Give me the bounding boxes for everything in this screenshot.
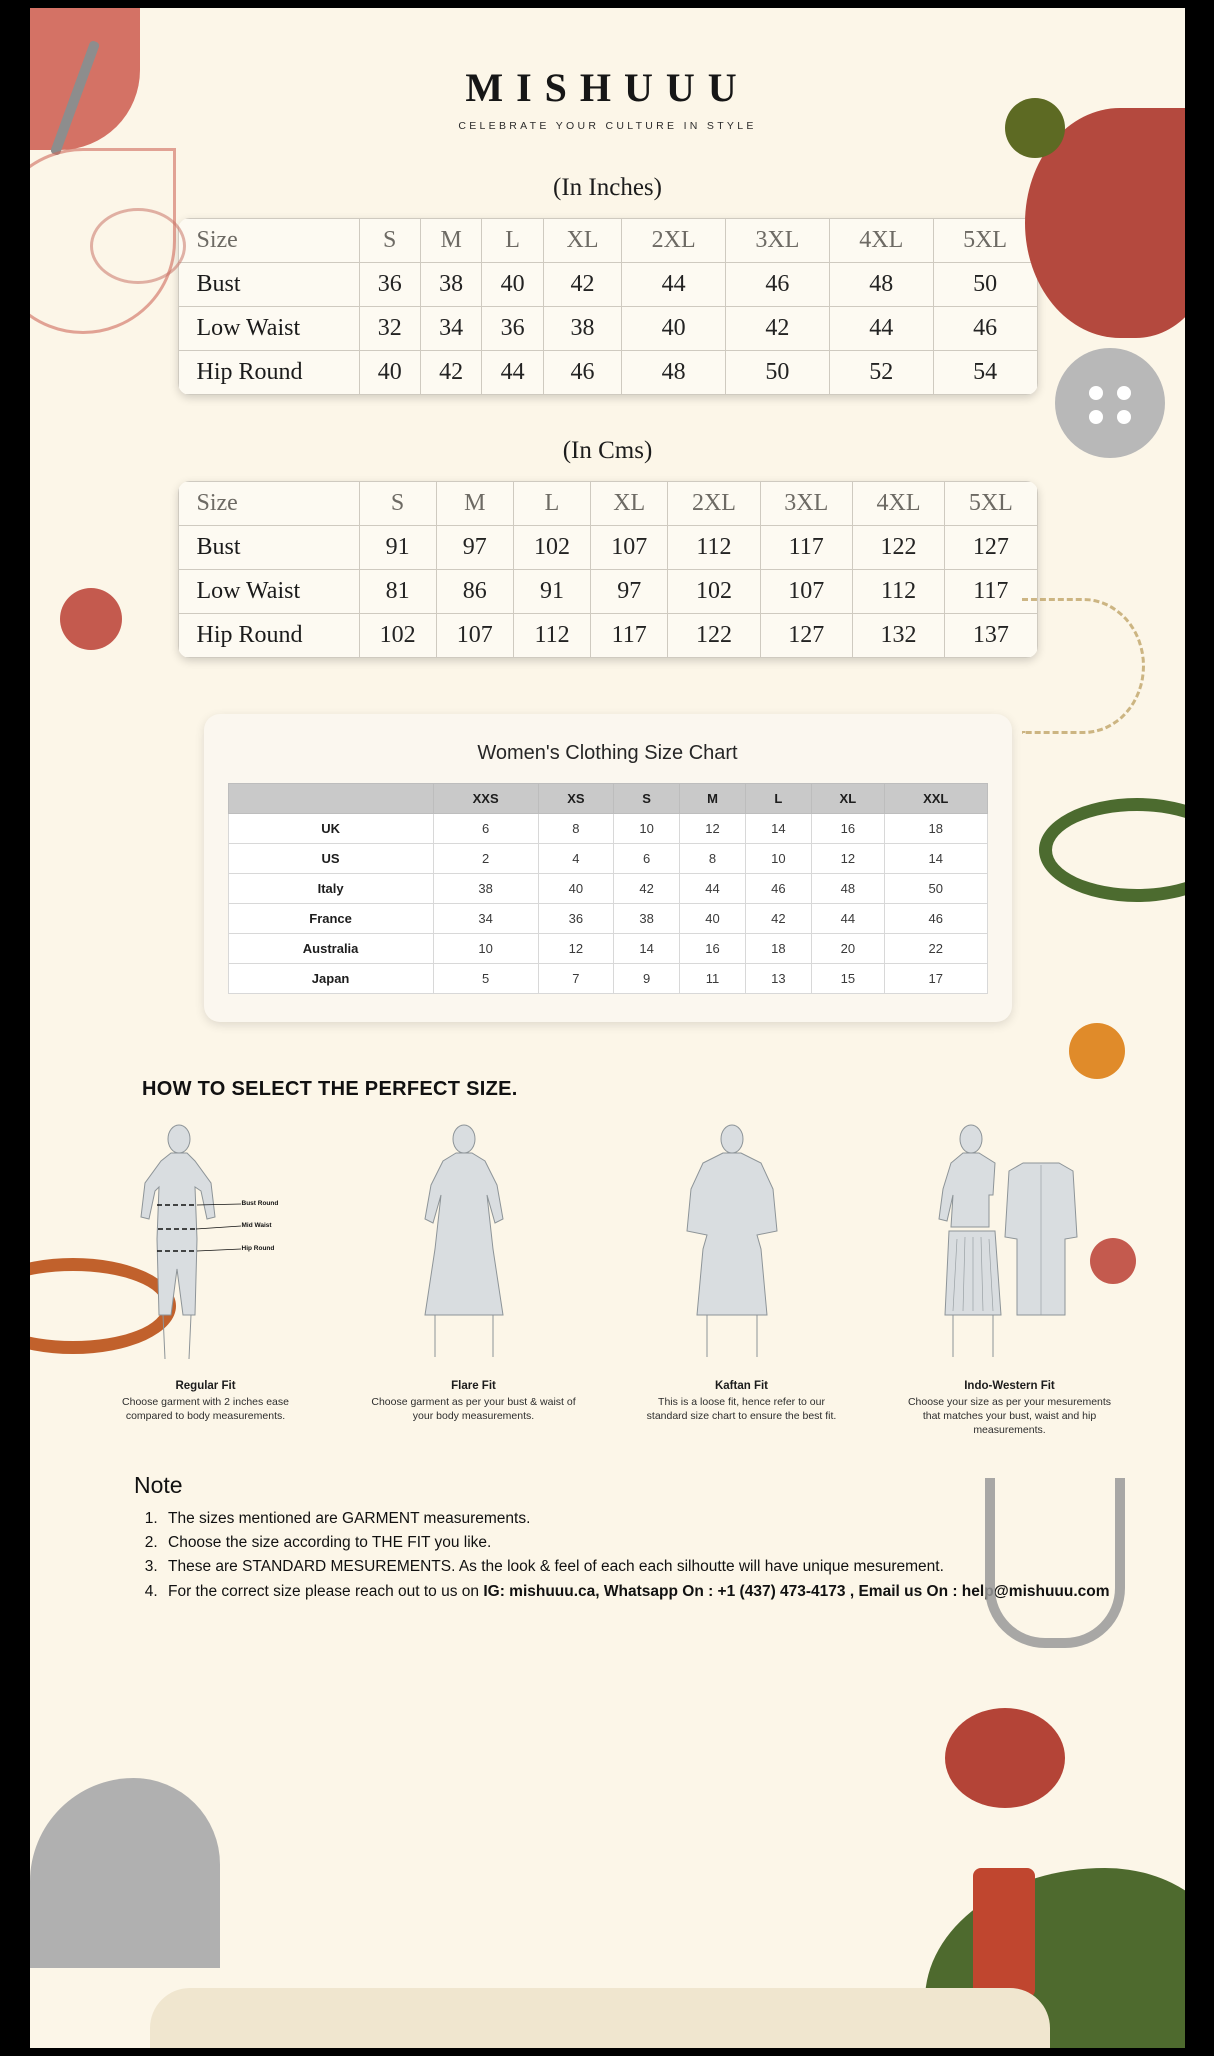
inches-title: (In Inches) — [553, 174, 662, 201]
col-header: M — [680, 784, 746, 814]
table-row — [228, 904, 987, 934]
cell: 42 — [726, 307, 830, 351]
col-header: 5XL — [933, 219, 1037, 263]
cell: 46 — [726, 263, 830, 307]
row-label: Hip Round — [178, 351, 359, 395]
cell: 12 — [538, 934, 614, 964]
cell: 137 — [945, 614, 1037, 658]
cell: 54 — [933, 351, 1037, 395]
flare-fit-illustration — [369, 1119, 579, 1374]
bust-round-label: Bust Round — [241, 1200, 279, 1207]
cell: 52 — [829, 351, 933, 395]
womens-size-chart-card — [204, 714, 1012, 1022]
fit-description: Choose garment as per your bust & waist of your body measurements. — [371, 1396, 576, 1423]
cell: 16 — [680, 934, 746, 964]
cell: 8 — [680, 844, 746, 874]
brand-name: MISHUUU — [465, 65, 750, 110]
cell: 6 — [433, 814, 538, 844]
cell: 44 — [829, 307, 933, 351]
col-header: Size — [178, 219, 359, 263]
table-row — [178, 614, 1037, 658]
col-header: S — [359, 482, 436, 526]
col-header: XL — [811, 784, 884, 814]
cell: 6 — [614, 844, 680, 874]
cell: 15 — [811, 964, 884, 994]
cell: 117 — [760, 526, 852, 570]
cell: 44 — [811, 904, 884, 934]
pincushion-decoration — [945, 1708, 1065, 1808]
cell: 46 — [884, 904, 987, 934]
cell: 18 — [745, 934, 811, 964]
indo-western-fit-illustration — [905, 1119, 1115, 1374]
cell: 20 — [811, 934, 884, 964]
col-header: S — [359, 219, 420, 263]
col-header: 4XL — [829, 219, 933, 263]
inches-table — [178, 218, 1038, 395]
row-label: US — [228, 844, 433, 874]
cell: 42 — [614, 874, 680, 904]
cell: 102 — [513, 526, 590, 570]
cell: 86 — [436, 570, 513, 614]
cell: 13 — [745, 964, 811, 994]
row-label: Low Waist — [178, 570, 359, 614]
cell: 16 — [811, 814, 884, 844]
row-label: Bust — [178, 526, 359, 570]
row-label: Japan — [228, 964, 433, 994]
kaftan-fit-svg — [637, 1119, 847, 1374]
note-text: Choose the size according to THE FIT you like. — [168, 1534, 492, 1551]
cell: 44 — [622, 263, 726, 307]
red-dot-decoration — [60, 588, 122, 650]
fit-name: Flare Fit — [451, 1380, 496, 1392]
cell: 5 — [433, 964, 538, 994]
regular-fit-svg — [101, 1119, 311, 1374]
fit-figure-kaftan — [637, 1119, 847, 1438]
cell: 97 — [436, 526, 513, 570]
cell: 7 — [538, 964, 614, 994]
table-row — [228, 874, 987, 904]
cell: 117 — [591, 614, 668, 658]
col-header: XS — [538, 784, 614, 814]
cell: 127 — [945, 526, 1037, 570]
cell: 11 — [680, 964, 746, 994]
how-to-select-title: HOW TO SELECT THE PERFECT SIZE. — [142, 1078, 518, 1100]
note-title: Note — [134, 1471, 183, 1498]
cell: 42 — [420, 351, 481, 395]
col-header: L — [513, 482, 590, 526]
cell: 50 — [884, 874, 987, 904]
row-label: Low Waist — [178, 307, 359, 351]
note-section — [134, 1472, 1185, 1605]
table-row — [178, 351, 1037, 395]
col-header: 2XL — [668, 482, 760, 526]
cell: 117 — [945, 570, 1037, 614]
cell: 127 — [760, 614, 852, 658]
col-header: M — [420, 219, 481, 263]
fit-description: This is a loose fit, hence refer to our standard size chart to ensure the best fit. — [646, 1396, 837, 1423]
col-header — [228, 784, 433, 814]
table-row — [178, 263, 1037, 307]
cell: 107 — [760, 570, 852, 614]
cell: 17 — [884, 964, 987, 994]
swirl-decoration-2 — [90, 208, 186, 284]
cell: 38 — [614, 904, 680, 934]
cell: 36 — [359, 263, 420, 307]
cell: 40 — [359, 351, 420, 395]
kaftan-fit-illustration — [637, 1119, 847, 1374]
womens-chart-title: Women's Clothing Size Chart — [477, 742, 738, 764]
col-header: L — [482, 219, 543, 263]
cell: 14 — [745, 814, 811, 844]
cell: 46 — [933, 307, 1037, 351]
fit-description: Choose garment with 2 inches ease compared to body measurements. — [122, 1396, 289, 1423]
cell: 112 — [668, 526, 760, 570]
orange-dot-decoration — [1069, 1023, 1125, 1079]
table-row — [178, 526, 1037, 570]
col-header: XXS — [433, 784, 538, 814]
row-label: France — [228, 904, 433, 934]
row-label: Hip Round — [178, 614, 359, 658]
cms-title: (In Cms) — [562, 437, 653, 464]
cell: 38 — [433, 874, 538, 904]
mid-waist-label: Mid Waist — [241, 1222, 272, 1229]
cell: 36 — [538, 904, 614, 934]
cell: 14 — [614, 934, 680, 964]
note-list — [134, 1507, 1185, 1605]
cell: 34 — [420, 307, 481, 351]
cell: 9 — [614, 964, 680, 994]
cell: 40 — [680, 904, 746, 934]
hip-round-label: Hip Round — [241, 1245, 275, 1252]
cell: 50 — [726, 351, 830, 395]
fit-name: Regular Fit — [175, 1380, 236, 1392]
col-header: 4XL — [852, 482, 944, 526]
cell: 44 — [482, 351, 543, 395]
brand-tagline: CELEBRATE YOUR CULTURE IN STYLE — [458, 120, 757, 132]
green-blob-decoration — [925, 1868, 1185, 2048]
cell: 122 — [852, 526, 944, 570]
cell: 12 — [680, 814, 746, 844]
cell: 10 — [614, 814, 680, 844]
col-header: 5XL — [945, 482, 1037, 526]
cell: 12 — [811, 844, 884, 874]
table-row — [228, 814, 987, 844]
table-header-row — [228, 784, 987, 814]
row-label: Bust — [178, 263, 359, 307]
row-label: Australia — [228, 934, 433, 964]
cell: 42 — [543, 263, 621, 307]
list-item — [162, 1507, 1185, 1531]
cell: 42 — [745, 904, 811, 934]
red-arc-decoration — [1025, 108, 1185, 338]
cell: 40 — [482, 263, 543, 307]
cell: 48 — [829, 263, 933, 307]
red-spool-decoration — [973, 1868, 1035, 1998]
fit-name: Kaftan Fit — [714, 1380, 769, 1392]
cell: 112 — [513, 614, 590, 658]
cell: 102 — [359, 614, 436, 658]
note-text: For the correct size please reach out to us on — [168, 1582, 484, 1600]
cell: 107 — [436, 614, 513, 658]
fit-figure-flare — [369, 1119, 579, 1438]
cell: 34 — [433, 904, 538, 934]
cell: 46 — [543, 351, 621, 395]
cell: 10 — [433, 934, 538, 964]
cell: 97 — [591, 570, 668, 614]
fit-figures — [30, 1119, 1185, 1438]
cell: 2 — [433, 844, 538, 874]
col-header: Size — [178, 482, 359, 526]
col-header: XL — [591, 482, 668, 526]
cms-table-wrapper — [178, 481, 1038, 658]
cell: 132 — [852, 614, 944, 658]
note-text: These are STANDARD MESUREMENTS. As the look & feel of each each silhoutte will have unique mesurement. — [168, 1558, 944, 1576]
table-header-row — [178, 219, 1037, 263]
grey-blob-decoration — [30, 1778, 220, 1968]
note-text: The sizes mentioned are GARMENT measurements. — [168, 1509, 531, 1527]
col-header: S — [614, 784, 680, 814]
cell: 50 — [933, 263, 1037, 307]
cell: 112 — [852, 570, 944, 614]
fit-name: Indo-Western Fit — [964, 1380, 1055, 1392]
list-item — [162, 1531, 1185, 1555]
col-header: 3XL — [760, 482, 852, 526]
table-row — [228, 934, 987, 964]
col-header: L — [745, 784, 811, 814]
brand-header — [30, 64, 1185, 132]
col-header: 3XL — [726, 219, 830, 263]
table-row — [228, 964, 987, 994]
cell: 40 — [538, 874, 614, 904]
cell: 14 — [884, 844, 987, 874]
cell: 8 — [538, 814, 614, 844]
cell: 10 — [745, 844, 811, 874]
womens-size-table — [228, 783, 988, 994]
bottom-band-decoration — [150, 1988, 1050, 2048]
col-header: 2XL — [622, 219, 726, 263]
table-row — [228, 844, 987, 874]
col-header: XL — [543, 219, 621, 263]
indo-western-svg — [905, 1119, 1115, 1374]
cell: 46 — [745, 874, 811, 904]
table-header-row — [178, 482, 1037, 526]
table-row — [178, 570, 1037, 614]
fit-description: Choose your size as per your mesurements that matches your bust, waist and hip measurements. — [907, 1396, 1112, 1437]
regular-fit-illustration — [101, 1119, 311, 1374]
flare-fit-svg — [369, 1119, 579, 1374]
cell: 18 — [884, 814, 987, 844]
cell: 102 — [668, 570, 760, 614]
note-contact[interactable]: IG: mishuuu.ca, Whatsapp On : +1 (437) 473-4173 , Email us On : help@mishuuu.com — [483, 1582, 1110, 1600]
list-item — [162, 1555, 1185, 1579]
dashed-stitch-decoration — [1022, 598, 1145, 734]
cell: 38 — [420, 263, 481, 307]
table-row — [178, 307, 1037, 351]
cell: 22 — [884, 934, 987, 964]
green-ring-decoration — [1039, 798, 1185, 902]
list-item — [162, 1580, 1185, 1604]
row-label: UK — [228, 814, 433, 844]
inches-table-wrapper — [178, 218, 1038, 395]
cell: 38 — [543, 307, 621, 351]
fit-figure-indo-western — [905, 1119, 1115, 1438]
cell: 48 — [622, 351, 726, 395]
cell: 44 — [680, 874, 746, 904]
cms-table — [178, 481, 1038, 658]
cell: 81 — [359, 570, 436, 614]
row-label: Italy — [228, 874, 433, 904]
cell: 4 — [538, 844, 614, 874]
size-chart-page — [30, 8, 1185, 2048]
fit-figure-regular — [101, 1119, 311, 1438]
col-header: M — [436, 482, 513, 526]
cell: 122 — [668, 614, 760, 658]
col-header: XXL — [884, 784, 987, 814]
cell: 91 — [513, 570, 590, 614]
cell: 40 — [622, 307, 726, 351]
cell: 32 — [359, 307, 420, 351]
cell: 36 — [482, 307, 543, 351]
cell: 107 — [591, 526, 668, 570]
cell: 48 — [811, 874, 884, 904]
cell: 91 — [359, 526, 436, 570]
